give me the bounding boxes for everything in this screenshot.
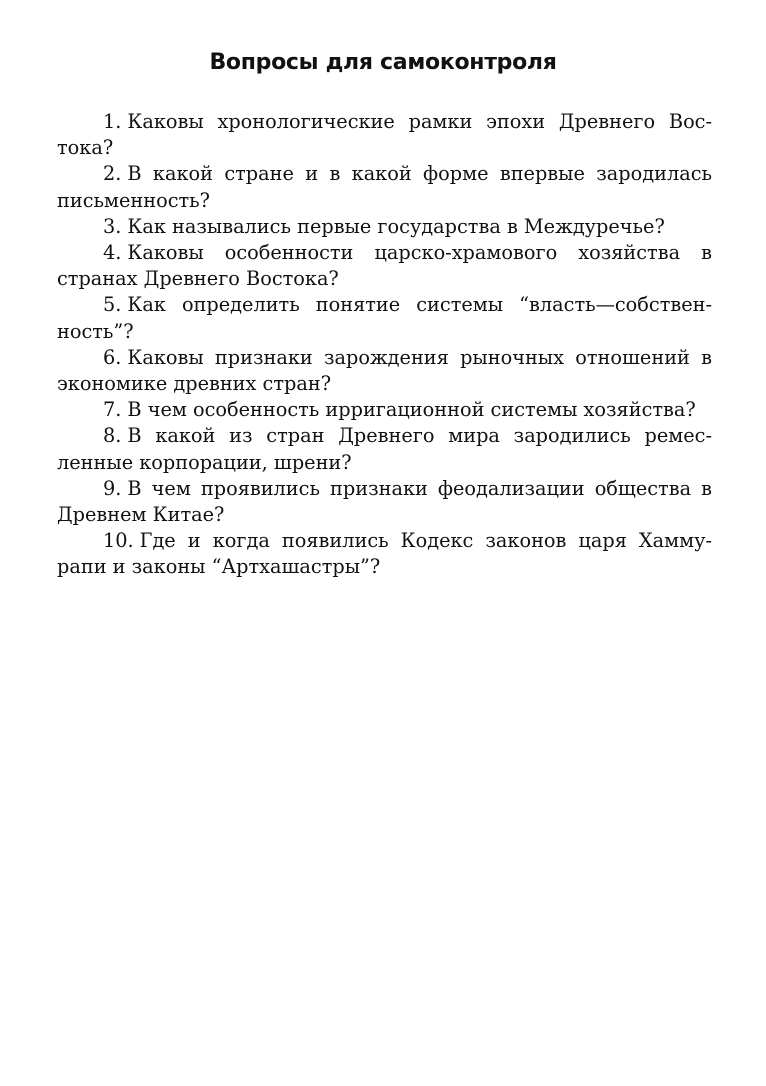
list-item [57, 109, 712, 161]
list-item [57, 476, 712, 528]
question-text: Каковы особенности царско-храмового хозяйства в странах Древнего Востока? [57, 241, 712, 291]
question-list [57, 109, 712, 581]
question-text: В какой из стран Древнего мира зародились ремесленные корпорации, шрени? [57, 424, 712, 474]
list-item [57, 240, 712, 292]
question-text: В чем проявились признаки феодализации общества в Древнем Китае? [57, 476, 712, 527]
question-text: В какой стране и в какой форме впервые зародилась письменность? [57, 162, 712, 212]
question-number: 4. [103, 241, 122, 265]
list-item [57, 214, 712, 240]
question-text: В чем особенность ирригационной системы хозяйства? [127, 398, 696, 422]
question-text: Каковы хронологические рамки эпохи Древнего Востока? [57, 110, 712, 160]
question-text: Каковы признаки зарождения рыночных отношений в экономике древних стран? [57, 345, 712, 396]
list-item [57, 345, 712, 397]
question-number: 6. [103, 345, 122, 369]
list-item [57, 397, 712, 423]
list-item [57, 528, 712, 580]
page-title: Вопросы для самоконтроля [209, 50, 557, 75]
question-text: Как определить понятие системы “власть—собственность”? [57, 293, 712, 343]
list-item [57, 292, 712, 344]
question-number: 3. [103, 214, 122, 238]
list-item [57, 423, 712, 475]
question-number: 1. [103, 110, 122, 133]
question-number: 8. [103, 424, 122, 448]
question-number: 5. [103, 293, 122, 317]
list-item [57, 161, 712, 213]
question-text: Где и когда появились Кодекс законов царя Хаммурапи и законы “Артхашастры”? [57, 529, 712, 579]
question-number: 9. [103, 476, 122, 500]
question-number: 7. [103, 398, 122, 422]
question-text: Как назывались первые государства в Междуречье? [127, 214, 665, 238]
question-number: 10. [103, 529, 134, 553]
question-number: 2. [103, 162, 122, 186]
